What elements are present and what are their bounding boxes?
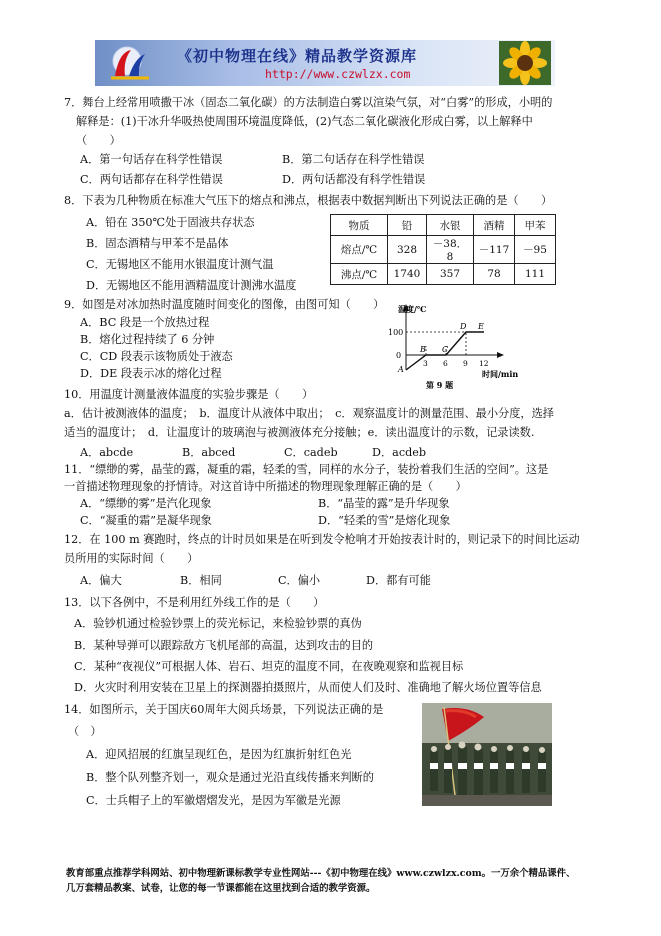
q11-option-b: B．“晶莹的露”是升华现象 [318,497,450,510]
table-cell: －95 [515,236,556,264]
q11-line1: 11．“缥缈的雾，晶莹的露，凝重的霜，轻柔的雪，同样的水分子，装扮着我们生活的空间”。这是 [64,463,549,476]
banner-url[interactable]: http://www.czwlzx.com [265,67,411,81]
q11-option-d: D．“轻柔的雪”是熔化现象 [318,514,451,527]
table-cell: 1740 [388,264,427,285]
q7-option-d: D．两句话都没有科学性错误 [282,173,426,186]
q13-option-a: A．验钞机通过检验钞票上的荧光标记，来检验钞票的真伪 [74,617,362,630]
graph-point-b: B [420,345,426,354]
q12-line1: 12．在 100 m 赛跑时，终点的计时员如果是在听到发令枪响才开始按表计时的，则记录下的时间比运动 [64,533,580,546]
graph-point-c: C [442,345,449,354]
table-cell: 酒精 [474,215,515,236]
q11-option-a: A．“缥缈的雾”是汽化现象 [80,497,212,510]
q9-option-b: B．熔化过程持续了 6 分钟 [80,333,215,346]
q9-stem: 9．如图是对冰加热时温度随时间变化的图像，由图可知（ ） [64,298,385,311]
graph-ylabel: 温度/℃ [398,304,427,314]
table-cell: 物质 [331,215,388,236]
table-row [331,236,556,264]
q12-option-b: B．相同 [180,574,222,587]
q8-option-a: A．铅在 350℃处于固液共存状态 [86,216,255,229]
table-cell: 78 [474,264,515,285]
graph-point-e: E [478,322,484,331]
q10-line2: 适当的温度计； d．让温度计的玻璃泡与被测液体充分接触；e．读出温度计的示数，记录读数. [64,426,535,439]
q8-option-b: B．固态酒精与甲苯不是晶体 [86,237,229,250]
q10-option-a: A．abcde [80,446,134,459]
q10-option-d: D．acdeb [372,446,427,459]
graph-x-tick-6: 6 [443,359,448,368]
q7-line1: 7．舞台上经常用喷撒干冰（固态二氧化碳）的方法制造白雾以渲染气氛，对“白雾”的形成，小明的 [64,96,553,109]
q12-option-c: C．偏小 [278,574,321,587]
header-banner [95,40,555,86]
graph-y-tick-0: 0 [396,351,402,360]
q12-option-a: A．偏大 [80,574,122,587]
footer-line2: 几万套精品教案、试卷，让您的每一节课都能在这里找到合适的教学资源。 [66,883,376,894]
banner-title: 《初中物理在线》精品教学资源库 [177,47,418,65]
q7-option-b: B．第二句话存在科学性错误 [282,153,425,166]
q14-option-a: A．迎风招展的红旗呈现红色，是因为红旗折射红色光 [86,748,352,761]
q11-option-c: C．“凝重的霜”是凝华现象 [80,514,212,527]
q14-stem: 14．如图所示，关于国庆60周年大阅兵场景，下列说法正确的是 [64,703,384,716]
q7-option-a: A．第一句话存在科学性错误 [80,153,223,166]
graph-x-tick-9: 9 [463,359,468,368]
table-row [331,215,556,236]
table-cell: 熔点/℃ [331,236,388,264]
table-cell: －117 [474,236,515,264]
table-cell: －38．8 [427,236,474,264]
x-axis-arrow-icon [497,352,504,358]
q7-line3: （ ） [76,134,121,147]
q13-option-c: C．某种“夜视仪”可根据人体、岩石、坦克的温度不同，在夜晚观察和监视目标 [74,660,464,673]
graph-caption: 第 9 题 [426,380,454,390]
parade-photo [422,703,552,806]
sunflower-icon [499,41,551,85]
table-cell: 沸点/℃ [331,264,388,285]
q10-option-b: B．abced [182,446,236,459]
q12-line2: 员所用的实际时间（ ） [64,552,199,565]
q9-option-c: C．CD 段表示该物质处于液态 [80,350,233,363]
table-cell: 水银 [427,215,474,236]
q7-line2: 解释是：(1)干冰升华吸热使周围环境温度降低，(2)气态二氧化碳液化形成白雾，以上解释中 [76,115,533,128]
q10-line1: a．估计被测液体的温度； b．温度计从液体中取出； c．观察温度计的测量范围、最小分度，选择 [64,407,554,420]
q11-line2: 一首描述物理现象的抒情诗。对这首诗中所描述的物理现象理解正确的是（ ） [64,480,467,493]
table-cell: 铅 [388,215,427,236]
graph-xlabel: 时间/min [482,369,519,379]
q14-paren: （ ） [68,725,102,738]
q13-option-d: D．火灾时利用安装在卫星上的探测器拍摄照片，从而使人们及时、准确地了解火场位置等信息 [74,681,542,694]
q9-option-a: A．BC 段是一个放热过程 [80,316,210,329]
site-logo-icon [105,44,153,82]
q13-stem: 13．以下各例中，不是利用红外线工作的是（ ） [64,596,325,609]
q14-option-c: C．士兵帽子上的军徽熠熠发光，是因为军徽是光源 [86,794,341,807]
q10-stem: 10．用温度计测量液体温度的实验步骤是（ ） [64,388,314,401]
q8-stem: 8．下表为几种物质在标准大气压下的熔点和沸点，根据表中数据判断出下列说法正确的是（ ） [64,194,553,207]
q10-option-c: C．cadeb [284,446,338,459]
graph-x-tick-12: 12 [479,359,489,368]
q13-option-b: B．某种导弹可以跟踪敌方飞机尾部的高温，达到攻击的目的 [74,639,374,652]
graph-y-tick-100: 100 [388,328,404,337]
q8-option-d: D．无锡地区不能用酒精温度计测沸水温度 [86,279,297,292]
table-cell: 甲苯 [515,215,556,236]
q9-temperature-graph [380,300,530,395]
graph-point-d: D [460,322,467,331]
q7-option-c: C．两句话都存在科学性错误 [80,173,223,186]
table-cell: 328 [388,236,427,264]
table-cell: 111 [515,264,556,285]
table-cell: 357 [427,264,474,285]
q8-option-c: C．无锡地区不能用水银温度计测气温 [86,258,274,271]
q9-option-d: D．DE 段表示冰的熔化过程 [80,367,222,380]
q12-option-d: D．都有可能 [366,574,431,587]
graph-point-a: A [398,365,404,374]
graph-x-tick-3: 3 [423,359,428,368]
table-row [331,264,556,285]
q14-option-b: B．整个队列整齐划一，观众是通过光沿直线传播来判断的 [86,771,374,784]
q8-data-table [330,214,556,285]
footer-line1: 教育部重点推荐学科网站、初中物理新课标教学专业性网站---《初中物理在线》www.czwlzx.com。一万余个精品课件、 [66,868,576,879]
